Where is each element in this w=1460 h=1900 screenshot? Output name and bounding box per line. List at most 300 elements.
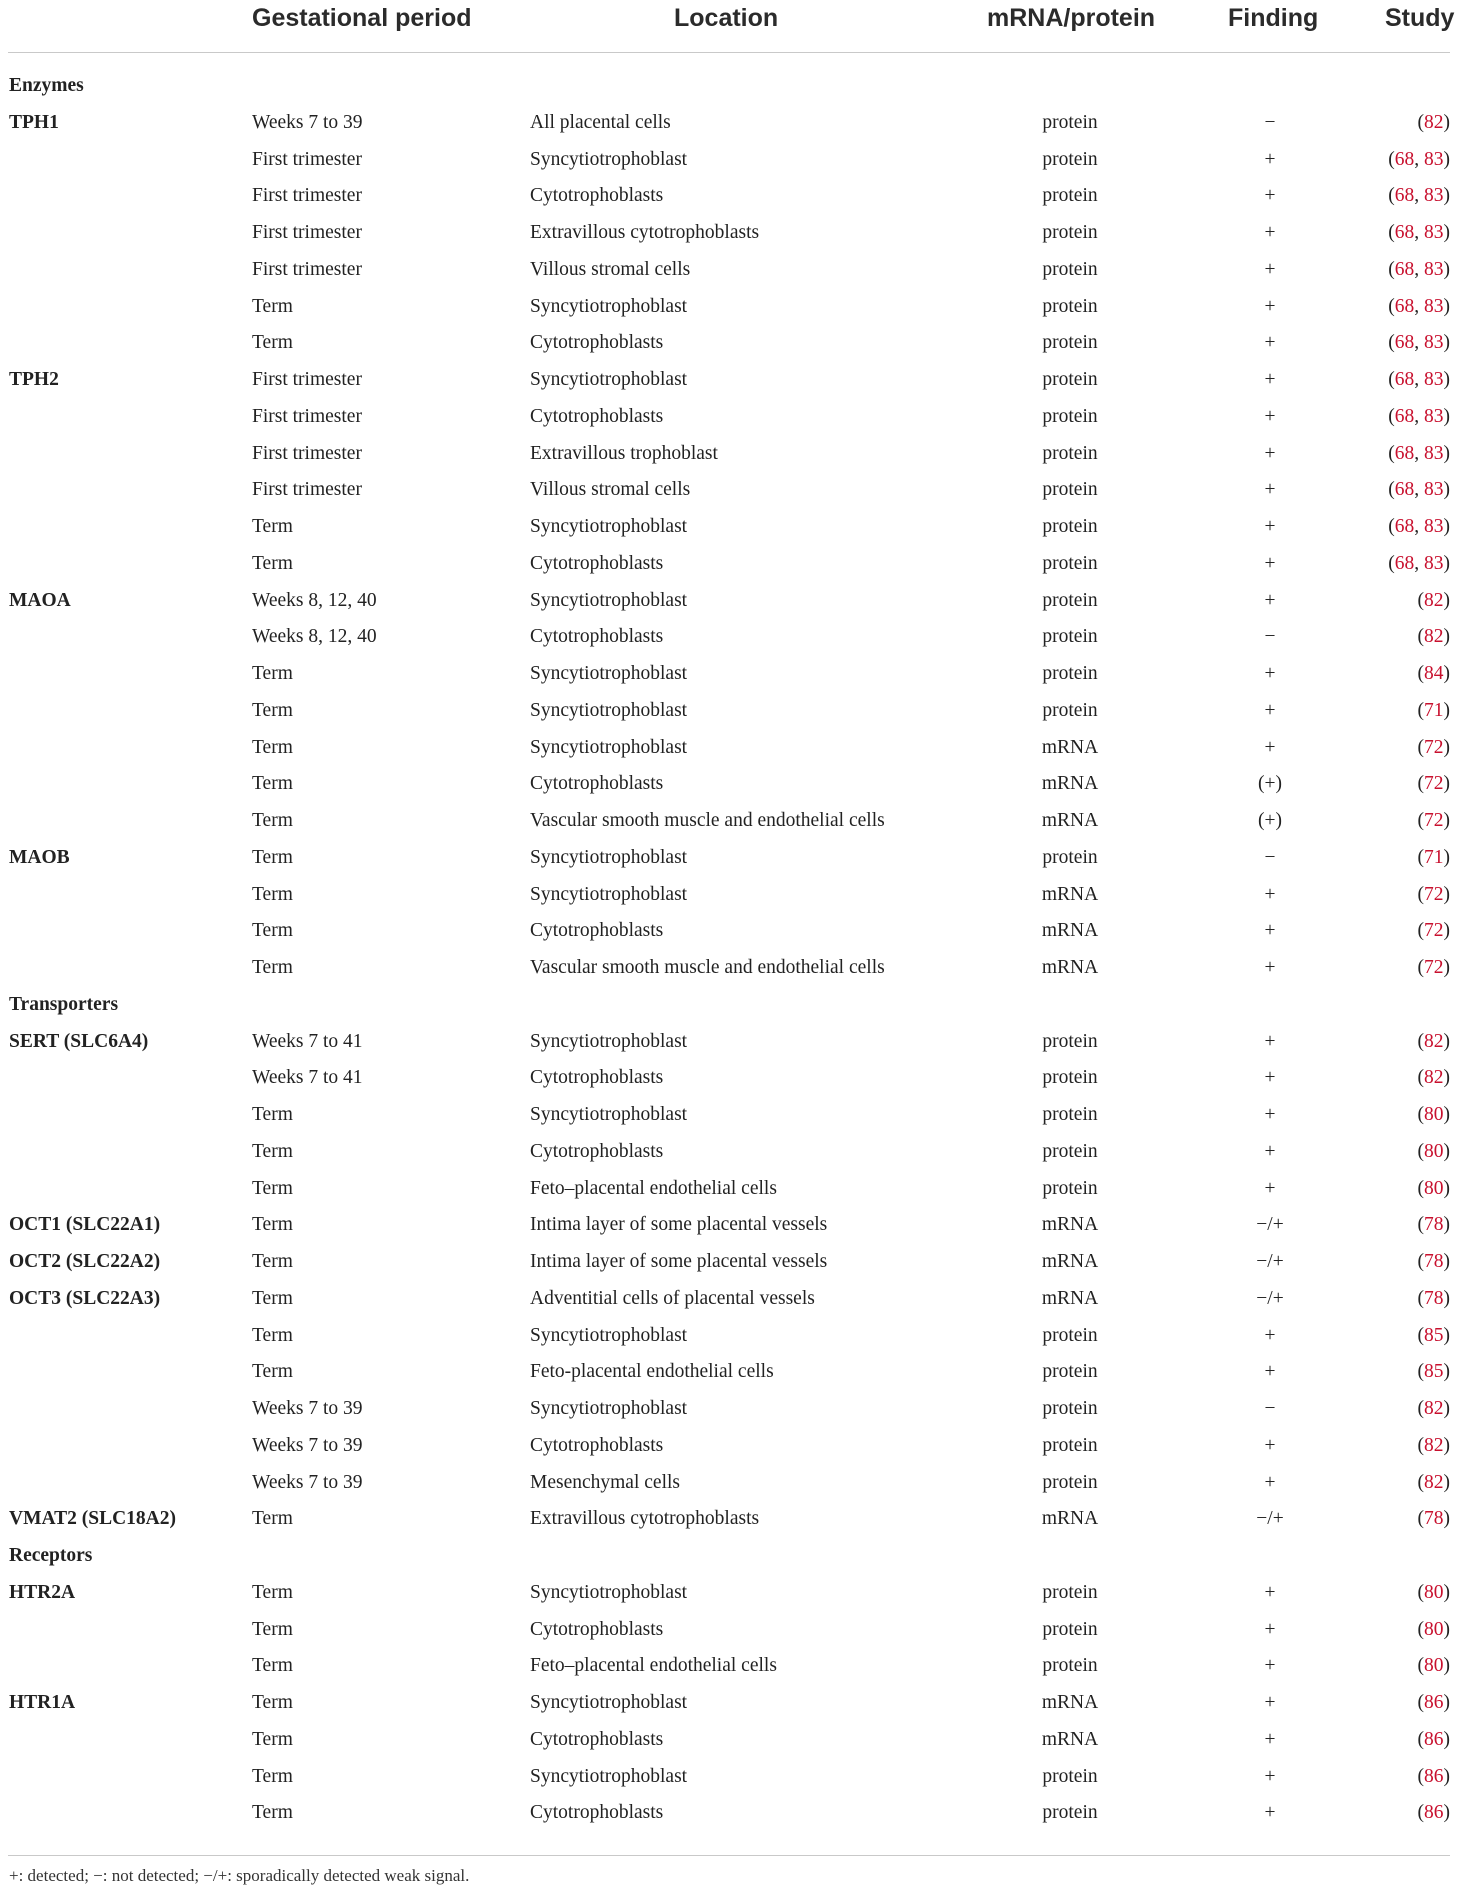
study-reference-link[interactable]: 68 (1394, 185, 1415, 207)
header-gestational-period: Gestational period (252, 4, 472, 32)
row-gestational-period: Weeks 8, 12, 40 (252, 626, 377, 648)
row-location: Feto–placental endothelial cells (530, 1655, 777, 1677)
table-row (0, 1026, 1460, 1058)
table-row (0, 842, 1460, 874)
row-study: (71) (1417, 846, 1450, 868)
study-reference-link[interactable]: 83 (1424, 479, 1444, 501)
row-location: Syncytiotrophoblast (530, 736, 688, 758)
row-study: (82) (1417, 589, 1450, 611)
row-finding: + (1264, 1177, 1276, 1199)
table-row (0, 658, 1460, 690)
row-study: (80) (1417, 1581, 1450, 1603)
study-reference-link[interactable]: 82 (1424, 111, 1444, 133)
row-finding: −/+ (1256, 1287, 1284, 1309)
table-row (0, 1209, 1460, 1241)
row-study: (78) (1417, 1508, 1450, 1530)
row-study: (68, 83) (1388, 258, 1450, 280)
row-gestational-period: Term (252, 1692, 293, 1713)
row-mrna-protein: protein (1042, 369, 1098, 390)
table-row (0, 474, 1460, 506)
row-mrna-protein: protein (1042, 1581, 1098, 1603)
table-row (0, 732, 1460, 764)
row-study: (86) (1417, 1802, 1450, 1824)
table-row (0, 254, 1460, 286)
row-gestational-period: Term (252, 332, 293, 354)
row-study: (80) (1417, 1655, 1450, 1677)
row-mrna-protein: protein (1042, 222, 1098, 243)
section-label: Transporters (9, 993, 119, 1015)
row-study: (80) (1417, 1140, 1450, 1162)
row-study: (68, 83) (1388, 479, 1450, 501)
study-reference-link[interactable]: 83 (1424, 552, 1444, 574)
table-row (0, 915, 1460, 947)
study-reference-link[interactable]: 83 (1424, 148, 1444, 170)
row-gestational-period: First trimester (252, 369, 362, 390)
row-name: OCT2 (SLC22A2) (9, 1251, 161, 1272)
row-location: Syncytiotrophoblast (530, 699, 688, 721)
study-reference-link[interactable]: 68 (1394, 148, 1415, 170)
row-study: (68, 83) (1388, 405, 1450, 427)
row-name: HTR2A (9, 1581, 76, 1603)
table-row (0, 1650, 1460, 1682)
table-row (0, 1467, 1460, 1499)
study-reference-link[interactable]: 72 (1424, 920, 1444, 942)
row-location: All placental cells (530, 111, 671, 133)
row-location: Cytotrophoblasts (530, 405, 664, 427)
row-location: Cytotrophoblasts (530, 1728, 664, 1750)
row-finding: −/+ (1256, 1214, 1284, 1236)
header-finding: Finding (1228, 4, 1319, 32)
row-gestational-period: Term (252, 1361, 293, 1383)
study-reference-link[interactable]: 68 (1394, 332, 1415, 354)
row-mrna-protein: mRNA (1041, 773, 1099, 795)
row-study: (72) (1417, 736, 1450, 758)
row-finding: + (1264, 148, 1276, 170)
row-study: (80) (1417, 1177, 1450, 1199)
row-gestational-period: Term (252, 663, 293, 684)
row-finding: + (1264, 369, 1276, 390)
row-location: Syncytiotrophoblast (530, 1692, 688, 1713)
row-gestational-period: Term (252, 1655, 293, 1677)
row-location: Vascular smooth muscle and endothelial cells (530, 810, 885, 831)
row-gestational-period: First trimester (252, 185, 362, 207)
study-reference-link[interactable]: 82 (1424, 626, 1444, 648)
study-reference-link[interactable]: 83 (1424, 405, 1444, 427)
row-location: Mesenchymal cells (530, 1471, 680, 1493)
study-reference-link[interactable]: 68 (1394, 222, 1415, 243)
study-reference-link[interactable]: 86 (1424, 1728, 1444, 1750)
row-name: MAOB (9, 846, 70, 868)
row-mrna-protein: protein (1042, 1140, 1098, 1162)
row-gestational-period: Weeks 7 to 41 (252, 1067, 363, 1089)
row-finding: (+) (1258, 810, 1282, 831)
study-reference-link[interactable]: 71 (1424, 699, 1444, 721)
table-row (0, 401, 1460, 433)
row-mrna-protein: protein (1042, 1655, 1098, 1677)
table-row (0, 952, 1460, 984)
study-reference-link[interactable]: 83 (1424, 332, 1444, 354)
row-gestational-period: Term (252, 810, 293, 831)
study-reference-link[interactable]: 78 (1424, 1287, 1444, 1309)
row-finding: + (1264, 332, 1276, 354)
row-gestational-period: Term (252, 1251, 293, 1272)
row-mrna-protein: mRNA (1041, 1287, 1099, 1309)
row-name: OCT1 (SLC22A1) (9, 1214, 161, 1236)
row-mrna-protein: protein (1042, 589, 1098, 611)
study-reference-link[interactable]: 80 (1424, 1618, 1444, 1640)
study-reference-link[interactable]: 80 (1424, 1177, 1444, 1199)
row-study: (68, 83) (1388, 442, 1450, 464)
row-study: (68, 83) (1388, 295, 1450, 317)
study-reference-link[interactable]: 82 (1424, 589, 1444, 611)
row-study: (71) (1417, 699, 1450, 721)
row-name: TPH2 (9, 369, 59, 390)
study-reference-link[interactable]: 82 (1424, 1030, 1444, 1052)
study-reference-link[interactable]: 82 (1424, 1434, 1444, 1456)
table-row (0, 1430, 1460, 1462)
row-mrna-protein: protein (1042, 1030, 1098, 1052)
row-study: (78) (1417, 1251, 1450, 1272)
row-mrna-protein: mRNA (1041, 1508, 1099, 1530)
table-row (0, 1283, 1460, 1315)
table-row (0, 1724, 1460, 1756)
study-reference-link[interactable]: 72 (1424, 957, 1444, 978)
row-location: Syncytiotrophoblast (530, 846, 688, 868)
study-reference-link[interactable]: 80 (1424, 1581, 1444, 1603)
study-reference-link[interactable]: 84 (1424, 663, 1444, 684)
row-gestational-period: First trimester (252, 479, 362, 501)
row-study: (68, 83) (1388, 185, 1450, 207)
row-mrna-protein: mRNA (1041, 1214, 1099, 1236)
row-gestational-period: Term (252, 1728, 293, 1750)
table-row (0, 107, 1460, 139)
row-location: Extravillous cytotrophoblasts (530, 1508, 760, 1530)
row-finding: + (1264, 185, 1276, 207)
table-row (0, 180, 1460, 212)
row-location: Cytotrophoblasts (530, 626, 664, 648)
row-study: (82) (1417, 111, 1450, 133)
row-finding: + (1264, 883, 1276, 905)
table-row (0, 511, 1460, 543)
row-study: (68, 83) (1388, 369, 1450, 390)
row-mrna-protein: protein (1042, 148, 1098, 170)
table-row (0, 364, 1460, 396)
row-mrna-protein: protein (1042, 332, 1098, 354)
study-reference-link[interactable]: 78 (1424, 1251, 1444, 1272)
section-label: Enzymes (9, 75, 84, 96)
row-gestational-period: Term (252, 1581, 293, 1603)
row-mrna-protein: protein (1042, 699, 1098, 721)
row-mrna-protein: protein (1042, 626, 1098, 648)
row-location: Cytotrophoblasts (530, 1140, 664, 1162)
row-location: Vascular smooth muscle and endothelial cells (530, 957, 885, 978)
row-location: Extravillous cytotrophoblasts (530, 222, 760, 243)
row-gestational-period: Weeks 7 to 39 (252, 1471, 363, 1493)
row-finding: + (1264, 1655, 1276, 1677)
row-finding: + (1264, 1692, 1276, 1713)
table-row (0, 1614, 1460, 1646)
row-gestational-period: Weeks 7 to 39 (252, 1398, 363, 1419)
table-row (0, 585, 1460, 617)
row-mrna-protein: protein (1042, 1067, 1098, 1089)
row-gestational-period: Weeks 7 to 39 (252, 111, 363, 133)
study-reference-link[interactable]: 83 (1424, 516, 1444, 537)
row-mrna-protein: protein (1042, 111, 1098, 133)
row-finding: + (1264, 1434, 1276, 1456)
header-location: Location (674, 4, 779, 32)
row-location: Cytotrophoblasts (530, 1434, 664, 1456)
study-reference-link[interactable]: 68 (1394, 295, 1415, 317)
study-reference-link[interactable]: 80 (1424, 1104, 1444, 1125)
table-row (0, 1393, 1460, 1425)
header-study: Study (1385, 4, 1455, 32)
row-gestational-period: Term (252, 1104, 293, 1125)
study-reference-link[interactable]: 80 (1424, 1140, 1444, 1162)
row-location: Feto–placental endothelial cells (530, 1177, 777, 1199)
row-gestational-period: Term (252, 920, 293, 942)
row-finding: + (1264, 589, 1276, 611)
study-reference-link[interactable]: 68 (1394, 405, 1415, 427)
study-reference-link[interactable]: 82 (1424, 1471, 1444, 1493)
study-reference-link[interactable]: 72 (1424, 883, 1444, 905)
row-finding: + (1264, 1471, 1276, 1493)
row-finding: + (1264, 736, 1276, 758)
row-name: HTR1A (9, 1692, 76, 1713)
row-mrna-protein: protein (1042, 1361, 1098, 1383)
row-mrna-protein: protein (1042, 846, 1098, 868)
row-study: (82) (1417, 1398, 1450, 1419)
row-location: Syncytiotrophoblast (530, 1765, 688, 1787)
row-study: (86) (1417, 1765, 1450, 1787)
table-row (0, 217, 1460, 249)
row-location: Cytotrophoblasts (530, 1802, 664, 1824)
row-finding: + (1264, 295, 1276, 317)
row-location: Intima layer of some placental vessels (530, 1251, 828, 1272)
row-gestational-period: Term (252, 1618, 293, 1640)
row-mrna-protein: protein (1042, 479, 1098, 501)
row-study: (82) (1417, 1434, 1450, 1456)
study-reference-link[interactable]: 85 (1424, 1361, 1444, 1383)
row-gestational-period: Term (252, 1324, 293, 1346)
study-reference-link[interactable]: 68 (1394, 442, 1415, 464)
study-reference-link[interactable]: 83 (1424, 369, 1444, 390)
study-reference-link[interactable]: 72 (1424, 736, 1444, 758)
study-reference-link[interactable]: 83 (1424, 258, 1444, 280)
row-finding: + (1264, 1765, 1276, 1787)
row-gestational-period: Weeks 8, 12, 40 (252, 589, 377, 611)
row-location: Intima layer of some placental vessels (530, 1214, 828, 1236)
row-gestational-period: Term (252, 1177, 293, 1199)
table-row (0, 1136, 1460, 1168)
table-row (0, 879, 1460, 911)
row-mrna-protein: protein (1042, 405, 1098, 427)
row-gestational-period: Weeks 7 to 41 (252, 1030, 363, 1052)
study-reference-link[interactable]: 83 (1424, 442, 1444, 464)
row-location: Villous stromal cells (530, 479, 691, 501)
row-study: (72) (1417, 810, 1450, 831)
row-finding: + (1264, 222, 1276, 243)
row-study: (85) (1417, 1361, 1450, 1383)
row-location: Syncytiotrophoblast (530, 663, 688, 684)
study-reference-link[interactable]: 85 (1424, 1324, 1444, 1346)
row-finding: + (1264, 258, 1276, 280)
study-reference-link[interactable]: 83 (1424, 185, 1444, 207)
row-mrna-protein: protein (1042, 552, 1098, 574)
row-mrna-protein: protein (1042, 663, 1098, 684)
row-study: (78) (1417, 1287, 1450, 1309)
study-reference-link[interactable]: 71 (1424, 846, 1444, 868)
row-study: (68, 83) (1388, 516, 1450, 537)
study-reference-link[interactable]: 68 (1394, 479, 1415, 501)
row-location: Syncytiotrophoblast (530, 516, 688, 537)
row-gestational-period: First trimester (252, 258, 362, 280)
row-location: Feto-placental endothelial cells (530, 1361, 774, 1383)
table-row (0, 548, 1460, 580)
study-reference-link[interactable]: 86 (1424, 1802, 1444, 1824)
row-finding: + (1264, 920, 1276, 942)
row-location: Villous stromal cells (530, 258, 691, 280)
study-reference-link[interactable]: 83 (1424, 222, 1444, 243)
row-finding: (+) (1258, 773, 1282, 795)
row-location: Cytotrophoblasts (530, 332, 664, 354)
row-location: Syncytiotrophoblast (530, 883, 688, 905)
row-location: Syncytiotrophoblast (530, 1581, 688, 1603)
row-location: Syncytiotrophoblast (530, 589, 688, 611)
study-reference-link[interactable]: 68 (1394, 369, 1415, 390)
study-reference-link[interactable]: 82 (1424, 1067, 1444, 1089)
row-gestational-period: Term (252, 1508, 293, 1530)
row-mrna-protein: protein (1042, 1765, 1098, 1787)
study-reference-link[interactable]: 82 (1424, 1398, 1444, 1419)
row-location: Syncytiotrophoblast (530, 148, 688, 170)
row-study: (68, 83) (1388, 332, 1450, 354)
row-mrna-protein: protein (1042, 516, 1098, 537)
row-mrna-protein: mRNA (1041, 736, 1099, 758)
row-finding: − (1264, 1398, 1276, 1419)
row-study: (72) (1417, 957, 1450, 978)
row-gestational-period: Weeks 7 to 39 (252, 1434, 363, 1456)
row-mrna-protein: protein (1042, 1177, 1098, 1199)
row-mrna-protein: protein (1042, 1471, 1098, 1493)
row-study: (68, 83) (1388, 552, 1450, 574)
table-row (0, 1246, 1460, 1278)
table-row (0, 144, 1460, 176)
row-study: (86) (1417, 1692, 1450, 1713)
row-mrna-protein: protein (1042, 1398, 1098, 1419)
row-location: Cytotrophoblasts (530, 773, 664, 795)
row-name: VMAT2 (SLC18A2) (9, 1508, 177, 1530)
table-row (0, 1577, 1460, 1609)
row-finding: + (1264, 1030, 1276, 1052)
row-mrna-protein: protein (1042, 1802, 1098, 1824)
row-study: (84) (1417, 663, 1450, 684)
row-gestational-period: Term (252, 773, 293, 795)
row-location: Syncytiotrophoblast (530, 1030, 688, 1052)
row-finding: + (1264, 699, 1276, 721)
row-finding: + (1264, 479, 1276, 501)
row-mrna-protein: mRNA (1041, 810, 1099, 831)
header-mrna-protein: mRNA/protein (987, 4, 1156, 32)
study-reference-link[interactable]: 83 (1424, 295, 1444, 317)
study-reference-link[interactable]: 72 (1424, 810, 1444, 831)
row-location: Cytotrophoblasts (530, 1067, 664, 1089)
row-location: Syncytiotrophoblast (530, 1104, 688, 1125)
row-gestational-period: Term (252, 1287, 293, 1309)
row-mrna-protein: mRNA (1041, 883, 1099, 905)
row-study: (80) (1417, 1104, 1450, 1125)
row-location: Syncytiotrophoblast (530, 295, 688, 317)
study-reference-link[interactable]: 72 (1424, 773, 1444, 795)
row-finding: + (1264, 1140, 1276, 1162)
row-finding: + (1264, 552, 1276, 574)
row-gestational-period: Term (252, 516, 293, 537)
row-gestational-period: Term (252, 883, 293, 905)
row-gestational-period: Term (252, 736, 293, 758)
row-study: (82) (1417, 1471, 1450, 1493)
study-reference-link[interactable]: 68 (1394, 552, 1415, 574)
row-mrna-protein: mRNA (1041, 957, 1099, 978)
footnote: +: detected; −: not detected; −/+: sporadically detected weak signal. (9, 1866, 470, 1885)
row-gestational-period: Term (252, 1140, 293, 1162)
table-row (0, 621, 1460, 653)
row-name: SERT (SLC6A4) (9, 1030, 149, 1052)
table-row (0, 1320, 1460, 1352)
study-reference-link[interactable]: 80 (1424, 1655, 1444, 1677)
row-study: (78) (1417, 1214, 1450, 1236)
row-gestational-period: First trimester (252, 442, 362, 464)
row-location: Syncytiotrophoblast (530, 1398, 688, 1419)
row-finding: + (1264, 957, 1276, 978)
row-study: (82) (1417, 1030, 1450, 1052)
row-mrna-protein: protein (1042, 1618, 1098, 1640)
study-reference-link[interactable]: 86 (1424, 1765, 1444, 1787)
table-row (0, 438, 1460, 470)
row-finding: + (1264, 1104, 1276, 1125)
row-mrna-protein: protein (1042, 1434, 1098, 1456)
table-row (0, 1099, 1460, 1131)
row-study: (68, 83) (1388, 148, 1450, 170)
study-reference-link[interactable]: 68 (1394, 516, 1415, 537)
row-finding: + (1264, 1324, 1276, 1346)
row-mrna-protein: protein (1042, 1104, 1098, 1125)
row-finding: −/+ (1256, 1508, 1284, 1530)
row-study: (72) (1417, 883, 1450, 905)
row-name: OCT3 (SLC22A3) (9, 1287, 161, 1309)
row-finding: + (1264, 1361, 1276, 1383)
row-location: Cytotrophoblasts (530, 920, 664, 942)
row-finding: + (1264, 1728, 1276, 1750)
row-finding: − (1264, 846, 1276, 868)
table-row (0, 1761, 1460, 1793)
row-study: (72) (1417, 920, 1450, 942)
study-reference-link[interactable]: 78 (1424, 1508, 1444, 1530)
table-row (0, 1173, 1460, 1205)
row-finding: −/+ (1256, 1251, 1284, 1272)
row-location: Syncytiotrophoblast (530, 369, 688, 390)
study-reference-link[interactable]: 86 (1424, 1692, 1444, 1713)
study-reference-link[interactable]: 68 (1394, 258, 1415, 280)
row-study: (72) (1417, 773, 1450, 795)
table-row (0, 291, 1460, 323)
table-row (0, 695, 1460, 727)
row-finding: + (1264, 663, 1276, 684)
row-finding: − (1264, 111, 1276, 133)
study-reference-link[interactable]: 78 (1424, 1214, 1444, 1236)
row-name: MAOA (9, 589, 71, 611)
table-row (0, 768, 1460, 800)
row-gestational-period: First trimester (252, 222, 362, 243)
row-gestational-period: Term (252, 846, 293, 868)
